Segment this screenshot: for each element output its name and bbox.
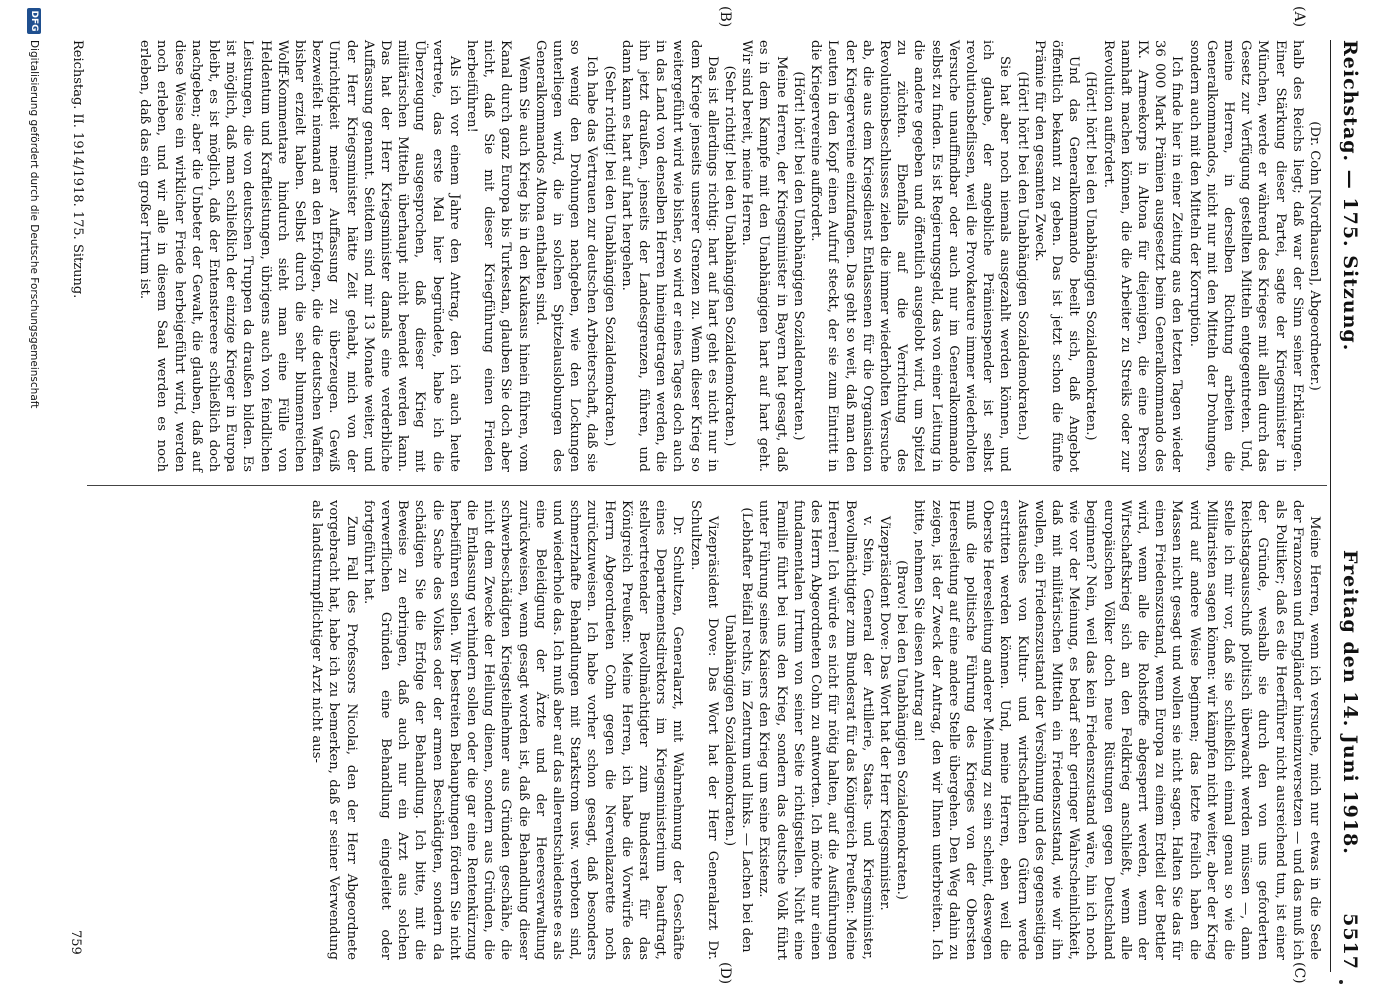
paragraph: Und das Generalkommando beeilt sich, daß Angebot öffentlich bekannt zu geben. Das ist jetzt schon die fünfte Prämie für den gesamten Zweck. [1031, 40, 1082, 472]
footer-session: Reichstag. II. 1914/1918. 175. Sitzung. [70, 40, 85, 299]
interjection: (Hört! hört! bei den Unabhängigen Sozialdemokraten.) [1014, 71, 1030, 441]
interjection: (Lebhafter Beifall rechts, im Zentrum und links. — Lachen bei den Unabhängigen Sozialdemokraten.) [722, 507, 755, 953]
header-date: Freitag den 14. Juni 1918. [1339, 550, 1361, 855]
paragraph: Ich finde hier in einer Zeitung aus den letzten Tagen wieder 36 000 Mark Prämien ausgesetzt beim Generalkommando des IX. Armeekorps in Altona für diejenigen, die eine Person namhaft machen können, die die Arbeiter zu Streiks oder zur Revolution auffordert. [1100, 40, 1185, 472]
speaker-announcement: Vizepräsident Dove: Das Wort hat der Herr Kriegsminister. [876, 516, 892, 911]
footer-page-number: 759 [68, 930, 83, 955]
left-column [136, 40, 1323, 472]
dfg-logo-icon: DFG [27, 8, 41, 34]
margin-marker-d: (D) [717, 962, 733, 985]
interjection: (Hört! hört! bei den Unabhängigen Sozialdemokraten.) [1083, 71, 1099, 441]
margin-marker-a: (A) [1291, 6, 1307, 28]
paragraph: v. Stein, General der Artillerie, Staats- und Kriegsminister, Bevollmächtigter zum Bundesrat für das Königreich Preußen: Meine Herren! Ich würde es nicht für nötig halten, auf die Ausführungen des Herrn Abgeordneten Cohn zu antworten. Ich möchte nur einen fundamentalen Irrtum von seiner Seite richtigstellen. Nicht eine Familie führt bei uns den Krieg, sondern das deutsche Volk führt unter Führung seines Kaisers den Krieg um seine Existenz. [756, 500, 875, 960]
interjection: (Hört! hört! bei den Unabhängigen Sozialdemokraten.) [790, 71, 806, 441]
paragraph: Meine Herren, wenn ich versuche, mich nur etwas in die Seele der Franzosen und Engländer hineinzuversetzen — und das muß ich als Politiker; daß es die Heerführer nicht ausreichend tun, ist einer der Gründe, weshalb sie durch den von uns geforderten Reichstagsausschuß politisch überwacht werden müssen —, dann stelle ich mir vor, daß sie schließlich einmal genau so wie die Militaristen sagen können: wir kämpfen nicht weiter, aber der Krieg wird auf andere Weise beginnen; das letzte freilich haben die Massen nicht gesagt und wollen sie nicht sagen. Halten Sie das für einen Friedenszustand, wenn Europa zu einem Erdteil der Bettler wird, wenn alle die Rohstoffe abgesperrt werden, wenn der Wirtschaftskrieg sich an den Feldkrieg anschließt, wenn alle europäischen Völker doch neue Rüstungen gegen Deutschland beginnen? Nein, weil das kein Friedenszustand wäre, hin ich noch wie vor der Meinung, es bedarf sehr geringer Wahrscheinlichkeit, daß mit militärischen Mitteln ein Friedenszustand, wie wir ihn wollen, ein Friedenszustand der Versöhnung und des gegenseitigen Austausches von Kultur- und wirtschaftlichen Gütern werde erstritten werden können. Und, meine Herren, eben weil die Oberste Heeresleitung anderer Meinung zu sein scheint, deswegen muß die politische Führung des Krieges von der Obersten Heeresleitung auf eine andere Stelle übergehen. Den Weg dahin zu zeigen, ist der Zweck der Antrag, den wir Ihnen unterbreiten. Ich bitte, nehmen Sie diesen Antrag an! [911, 500, 1322, 960]
speaker-line: (Dr. Cohn [Nordhausen], Abgeordneter.) [1307, 121, 1322, 391]
dfg-funding-text: Digitalisierung gefördert durch die Deutsche Forschungsgemeinschaft [28, 40, 40, 409]
interjection: (Sehr richtig! bei den Unabhängigen Sozialdemokraten.) [722, 65, 738, 447]
scan-speck [1339, 980, 1343, 984]
paragraph: Als ich vor einem Jahre den Antrag, den ich auch heute vertrete, das erste Mal hier begründete, habe ich die Überzeugung ausgesprochen, daß dieser Krieg mit militärischen Mitteln überhaupt nicht beendet werden kann. Das hat der Herr Kriegsminister damals eine verderbliche Auffassung genannt. Seitdem sind mir 13 Monate weiter, und der Herr Kriegsminister hätte Zeit gehabt, mich von der Unrichtigkeit meiner Auffassung zu überzeugen. Gewiß bezweifelt niemand an den Erfolgen, die die deutschen Waffen bisher erzielt haben. Selbst durch die sehr blumenreichen Wolff-Kommentare hindurch sieht man eine Fülle von Heldentum und Kraftleistungen, übrigens auch von feindlichen Leistungen, die von deutschen Truppen da draußen bilden. Es ist möglich, daß man schließlich der einzige Krieger in Europa bleibt, es ist möglich, daß der Entenstereere schließlich doch nachgeben; aber die Unbeter der Gewalt, die glauben, daß auf diese Weise ein wirklicher Friede herbeigeführt wird, werden noch erleben, und wir alle in diesem Saal werden es noch erleben, daß das ein großer Irrtum ist. [137, 40, 462, 472]
paragraph: Wenn Sie auch Krieg bis in den Kaukasus hinein führen, vom Kanal durch ganz Europa bis Turkestan, glauben Sie doch aber nicht, daß Sie mit dieser Kriegführung einen Frieden herbeiführen! [464, 40, 531, 472]
column-divider [87, 485, 1327, 486]
page-header [1335, 40, 1369, 970]
paragraph: Dr. Schultzen, Generalarzt, mit Wahrnehmung der Geschäfte eines Departementsdirektors im Kriegsministerium beauftragt, stellvertretender Bevollmächtigter zum Bundesrat für das Königreich Preußen: Meine Herren, ich habe die Vorwürfe des Herrn Abgeordneten Cohn gegen die Nervenlazarette noch zurückzuweisen. Ich habe vorher schon gesagt, daß besonders schmerzhafte Behandlungen mit Starkstrom usw. verboten sind, und wiederhole das. Ich muß aber auf das allerentschiedenste es als eine Beleidigung der Ärzte und der Heeresverwaltung zurückweisen, wenn gesagt worden ist, daß die Behandlung dieser schwerbeschädigten Kriegsteilnehmer aus Gründen geschähe, die nicht dem Zwecke der Heilung dienen, sondern aus Gründen, die die Entlassung verhindern sollen oder die gar eine Rentenkürzung herbeiführen sollen. Wir bestreiten Behauptungen fördern Sie nicht die Sache des Volkes oder der armen Beschädigten, sondern da schädigen Sie die Erfolge der Behandlung. Ich bitte, mit die Beweise zu erbringen, daß auch nur ein Arzt aus solchen verwerflichen Gründen eine Behandlung eingeleitet oder fortgeführt hat. [360, 500, 686, 960]
right-column [308, 500, 1323, 960]
header-session: Reichstag. — 175. Sitzung. [1339, 40, 1361, 352]
paragraph: Zum Fall des Professors Nicolai, den der Herr Abgeordnete vorgebracht hat, habe ich zu bemerken, daß er seiner Verwendung als landsturmpflichtiger Arzt nicht aus- [309, 500, 359, 960]
header-rule [1330, 40, 1331, 972]
margin-marker-b: (B) [717, 6, 733, 28]
interjection: (Sehr richtig! bei den Unabhängigen Sozialdemokraten.) [601, 65, 617, 447]
dfg-funding-badge [27, 8, 41, 408]
paragraph: Ich habe das Vertrauen zur deutschen Arbeiterschaft, daß sie so wenig den Drohungen nachgeben, wie den Lockungen unterliegen wird, die in solchen Spitzelauslobungen des Generalkommandos Altona enthalten sind. [532, 40, 600, 472]
paragraph: Meine Herren, der Kriegsminister in Bayern hat gesagt, daß es in dem Kampfe mit den Unabhängigen hart auf hart geht. Wir sind bereit, meine Herren. [739, 40, 789, 472]
margin-marker-c: (C) [1291, 962, 1307, 984]
paragraph: Sie hat aber noch niemals ausgezahlt werden können, und ich glaube, der angebliche Prämienspender ist selbst revolutionsbeflissen, weil die Provokateure immer wiederholten Versuche unauffindbar oder auch nur im Generalkommando selbst zu finden. Es ist Regierungsgeld, das von einer Leitung in die andere gegeben und öffentlich ausgelobt wird, um Spitzel zu züchten. Ebenfalls auf die Verrichtung des Revolutionsbeschlusses zielen die immer wiederholten Versuche ab, die aus dem Kriegsdienst Entlassenen für die Organisation der Kriegervereine einzufangen. Das geht so weit, daß man den Leuten in den Kopf einen Aufruf steckt, der sie zum Eintritt in die Kriegervereine auffordert. [808, 40, 1013, 472]
header-page-number: 5517 [1339, 913, 1361, 970]
interjection: (Bravo! bei den Unabhängigen Sozialdemokraten.) [894, 560, 910, 900]
paragraph: halb des Reichs liegt; daß war der Sinn seiner Erklärungen. Einer Stärkung dieser Partei, sagte der Kriegsminister in München, werde er während des Krieges mit allen durch das Gesetz zur Verfügung gestellten Mitteln entgegentreten. Und, meine Herren, in derselben Richtung arbeiten die Generalkommandos, nicht nur mit den Mitteln der Drohungen, sondern auch mit den Mitteln der Korruption. [1186, 40, 1305, 472]
speaker-announcement: Vizepräsident Dove: Das Wort hat der Herr Generalarzt Dr. Schultzen. [687, 500, 720, 960]
paragraph: Das ist allerdings richtig: hart auf hart geht es nicht nur in dem Kriege jenseits unserer Grenzen zu. Wenn dieser Krieg so weitergeführt wird wie bisher, so wird er eines Tages doch auch in das Land von denselben Herren hineingetragen werden, die ihn jetzt draußen, jenseits der Landesgrenzen, führen, und dann kann es hart auf hart hergehen. [618, 40, 720, 472]
